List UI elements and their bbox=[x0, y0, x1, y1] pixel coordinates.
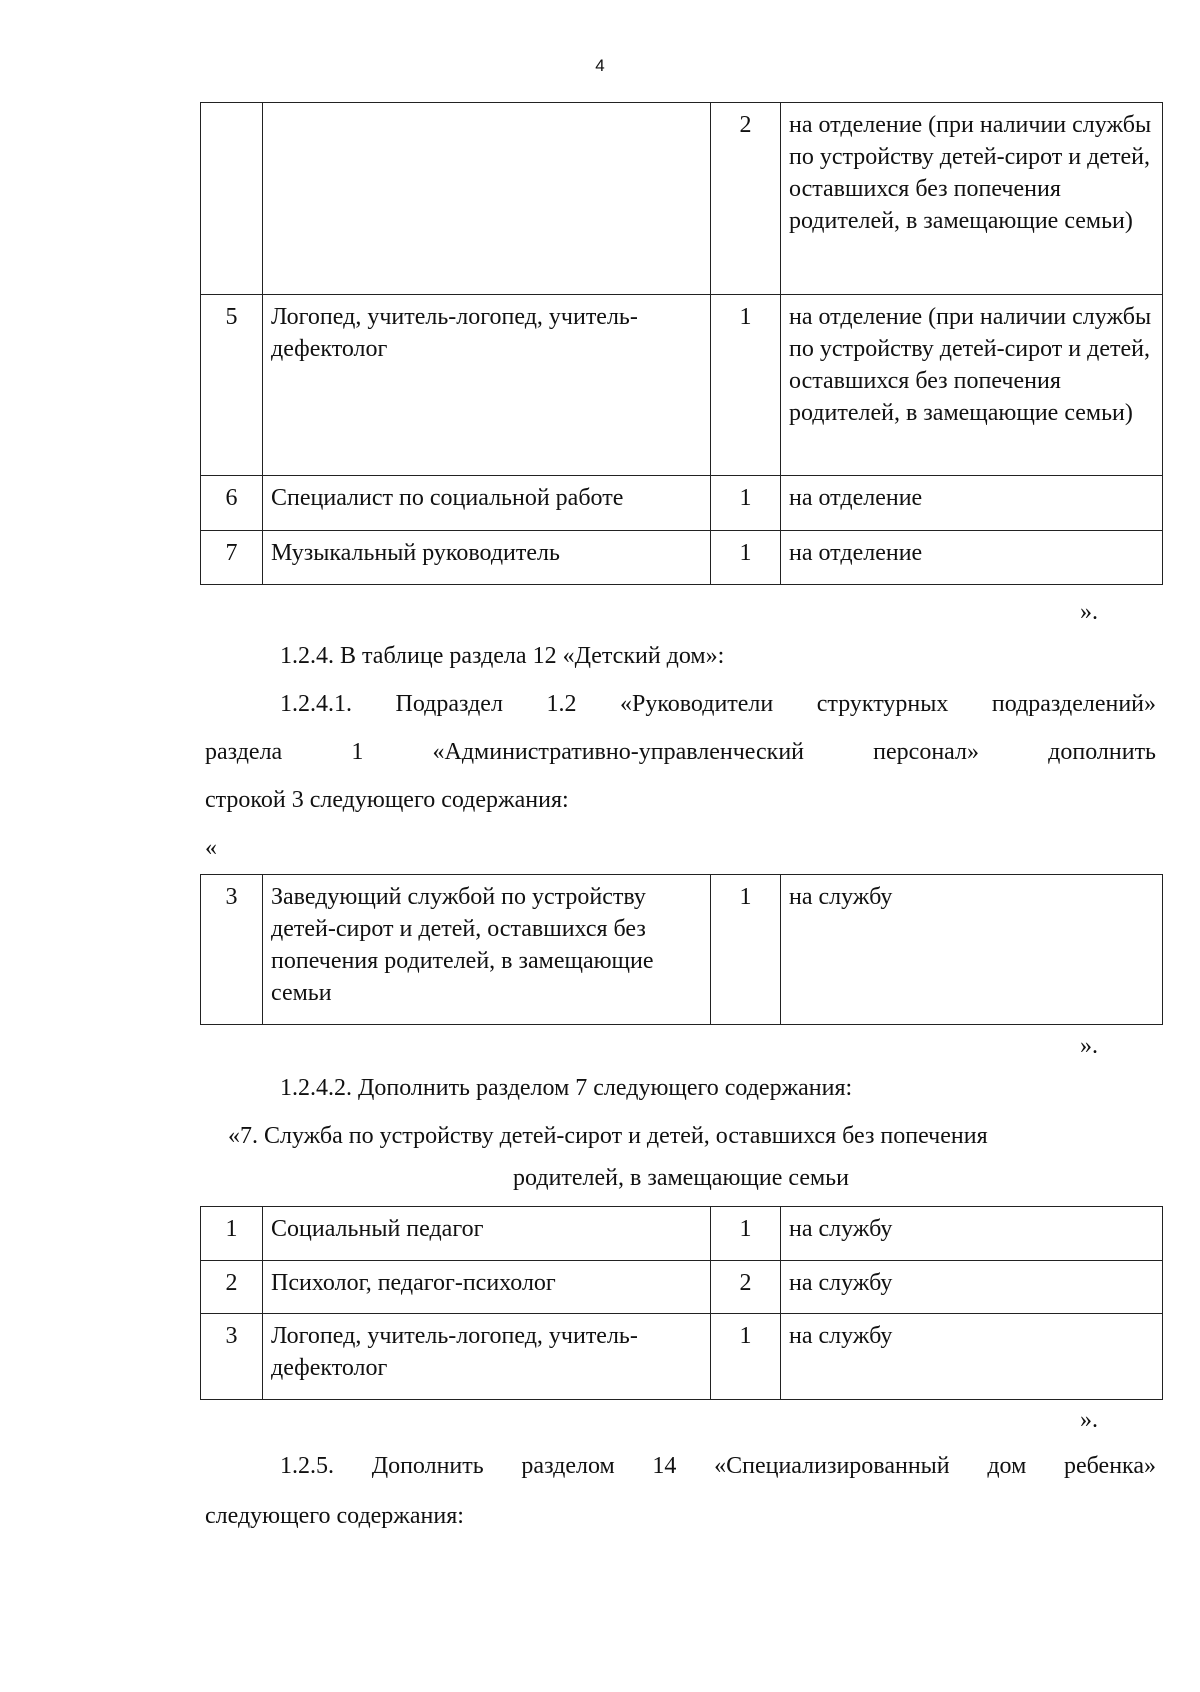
staff-count: 1 bbox=[711, 1207, 781, 1261]
row-number: 3 bbox=[201, 875, 263, 1025]
staff-note: на службу bbox=[781, 1314, 1163, 1400]
row-number: 2 bbox=[201, 1261, 263, 1314]
section-7-heading-line1: «7. Служба по устройству детей-сирот и детей, оставшихся без попечения bbox=[228, 1123, 988, 1149]
staff-table-continued bbox=[200, 102, 1163, 585]
paragraph-1-2-4: 1.2.4. В таблице раздела 12 «Детский дом»: bbox=[280, 643, 725, 669]
staff-count: 1 bbox=[711, 476, 781, 531]
table-row bbox=[201, 875, 1163, 1025]
row-number: 3 bbox=[201, 1314, 263, 1400]
row-number: 7 bbox=[201, 531, 263, 585]
position-title: Музыкальный руководитель bbox=[263, 531, 711, 585]
closing-quote: ». bbox=[1080, 599, 1098, 625]
position-title: Логопед, учитель-логопед, учитель-дефектолог bbox=[263, 1314, 711, 1400]
staff-count: 2 bbox=[711, 103, 781, 295]
staff-note: на отделение bbox=[781, 531, 1163, 585]
staff-note: на отделение bbox=[781, 476, 1163, 531]
opening-quote: « bbox=[205, 835, 217, 861]
paragraph-1-2-5-line2: следующего содержания: bbox=[205, 1503, 464, 1529]
staff-count: 1 bbox=[711, 1314, 781, 1400]
row-number: 6 bbox=[201, 476, 263, 531]
table-row bbox=[201, 1261, 1163, 1314]
paragraph-1-2-4-1-line1: 1.2.4.1. Подраздел 1.2 «Руководители структурных подразделений» bbox=[280, 691, 1156, 717]
staff-count: 1 bbox=[711, 875, 781, 1025]
position-title: Специалист по социальной работе bbox=[263, 476, 711, 531]
paragraph-1-2-4-1-line3: строкой 3 следующего содержания: bbox=[205, 787, 569, 813]
section-7-heading-line2: родителей, в замещающие семьи bbox=[513, 1165, 849, 1191]
position-title: Психолог, педагог-психолог bbox=[263, 1261, 711, 1314]
staff-count: 1 bbox=[711, 295, 781, 476]
closing-quote: ». bbox=[1080, 1033, 1098, 1059]
staff-note: на службу bbox=[781, 1207, 1163, 1261]
position-title bbox=[263, 103, 711, 295]
table-row bbox=[201, 1314, 1163, 1400]
table-row bbox=[201, 1207, 1163, 1261]
paragraph-1-2-5-line1: 1.2.5. Дополнить разделом 14 «Специализированный дом ребенка» bbox=[280, 1453, 1156, 1479]
table-row bbox=[201, 531, 1163, 585]
closing-quote: ». bbox=[1080, 1407, 1098, 1433]
row-number: 1 bbox=[201, 1207, 263, 1261]
staff-count: 1 bbox=[711, 531, 781, 585]
position-title: Социальный педагог bbox=[263, 1207, 711, 1261]
table-row bbox=[201, 103, 1163, 295]
head-of-service-table bbox=[200, 874, 1163, 1025]
table-row bbox=[201, 295, 1163, 476]
position-title: Заведующий службой по устройству детей-сирот и детей, оставшихся без попечения родителей, в замещающие семьи bbox=[263, 875, 711, 1025]
staff-note: на отделение (при наличии службы по устройству детей-сирот и детей, оставшихся без попечения родителей, в замещающие семьи) bbox=[781, 295, 1163, 476]
staff-count: 2 bbox=[711, 1261, 781, 1314]
row-number: 5 bbox=[201, 295, 263, 476]
staff-note: на отделение (при наличии службы по устройству детей-сирот и детей, оставшихся без попечения родителей, в замещающие семьи) bbox=[781, 103, 1163, 295]
staff-note: на службу bbox=[781, 875, 1163, 1025]
service-staff-table bbox=[200, 1206, 1163, 1400]
row-number bbox=[201, 103, 263, 295]
position-title: Логопед, учитель-логопед, учитель-дефектолог bbox=[263, 295, 711, 476]
page-number: 4 bbox=[595, 56, 605, 75]
paragraph-1-2-4-2: 1.2.4.2. Дополнить разделом 7 следующего содержания: bbox=[280, 1075, 853, 1101]
paragraph-1-2-4-1-line2: раздела 1 «Административно-управленческий персонал» дополнить bbox=[205, 739, 1156, 765]
table-row bbox=[201, 476, 1163, 531]
staff-note: на службу bbox=[781, 1261, 1163, 1314]
